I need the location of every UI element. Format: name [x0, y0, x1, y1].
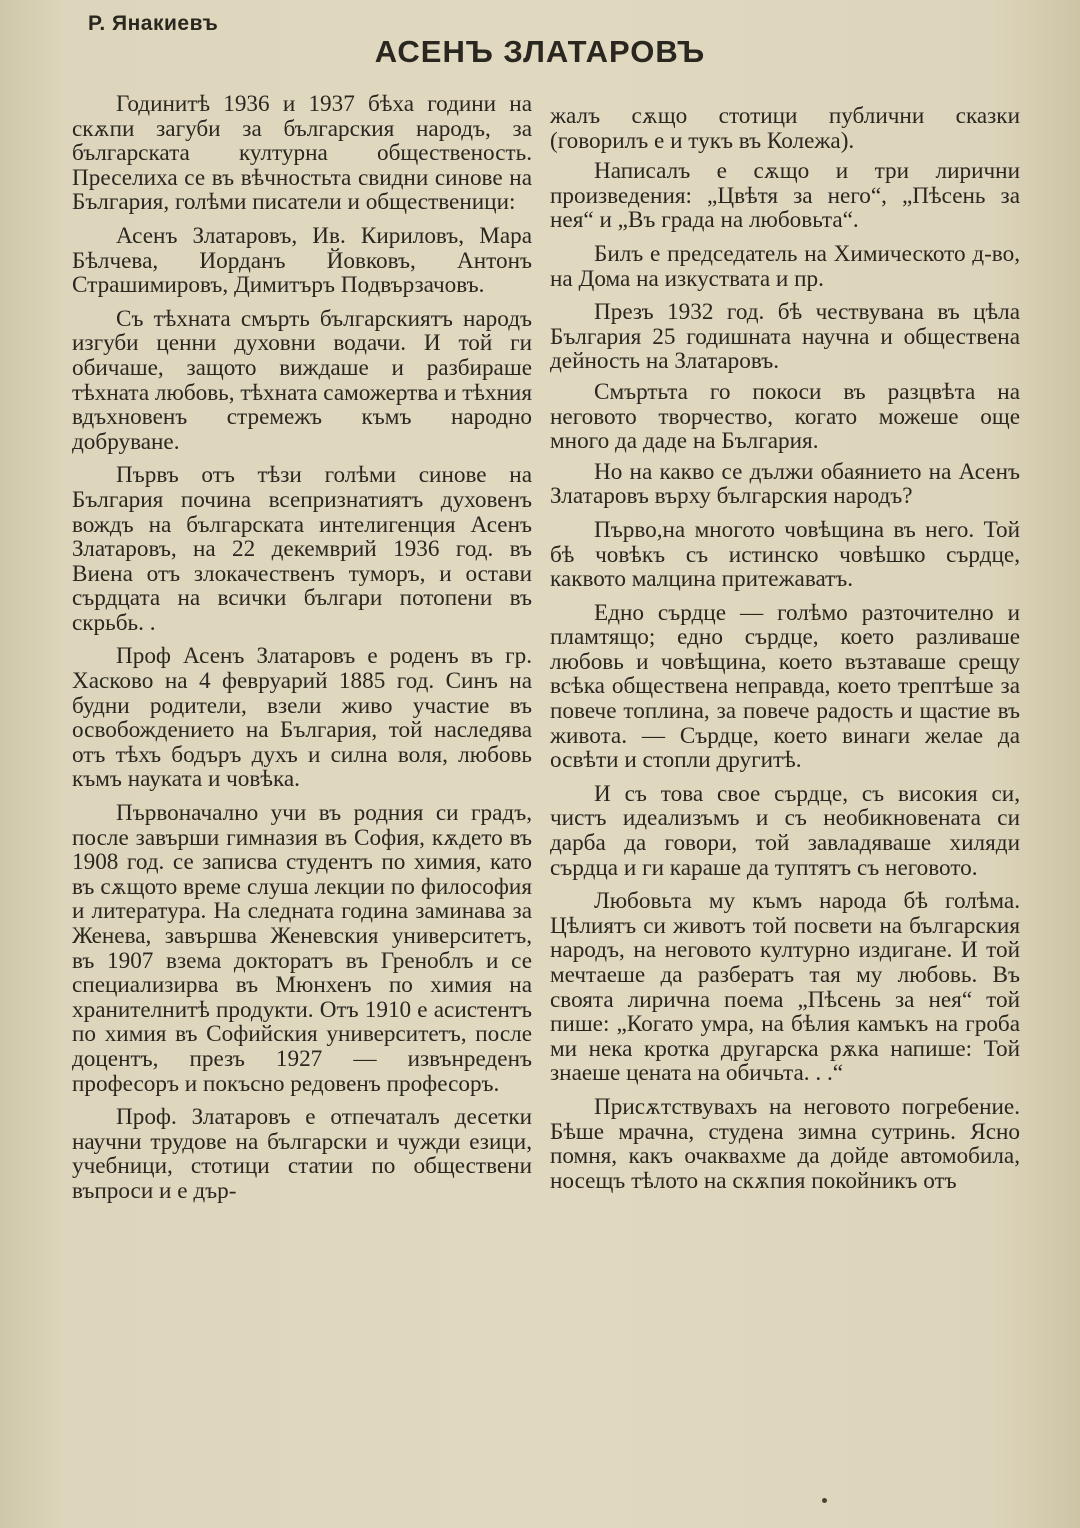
paragraph: Първо,на многото човѣщина въ него. Той бѣ човѣкъ съ истинско човѣшко сърдце, каквото малцина притежаватъ. [550, 516, 1020, 593]
right-column [550, 104, 1020, 1202]
paragraph: Проф Асенъ Златаровъ е роденъ въ гр. Хасково на 4 февруарий 1885 год. Синъ на будни родители, взели живо участие въ освобождението на България, той наследява отъ тѣхъ бодъръ духъ и силна воля, любовь къмъ науката и човѣка. [72, 643, 532, 793]
paragraph: Годинитѣ 1936 и 1937 бѣха години на скѫпи загуби за българския народъ, за българската културна общественость. Преселиха се въ вѣчностьта свидни синове на България, голѣми писатели и общественици: [72, 91, 532, 216]
paragraph: Написалъ е сѫщо и три лирични произведения: „Цвѣтя за него“, „Пѣсень за нея“ и „Въ града на любовьта“. [550, 158, 1020, 234]
author-name: Р. Янакиевъ [88, 12, 219, 35]
paragraph: Едно сърдце — голѣмо разточително и пламтящо; едно сърдце, което разливаше любовь и човѣщина, което възтаваше срещу всѣка обществена неправда, което трептѣше за повече топлина, за повече радость и щастие въ живота. — Сърдце, което винаги желае да освѣти и стопли другитѣ. [550, 599, 1020, 774]
paragraph: Любовьта му къмъ народа бѣ голѣма. Цѣлиятъ си животъ той посвети на българския народъ, на неговото културно издигане. И той мечтаеше да разбератъ тая му любовь. Въ своята лирична поема „Пѣсень за нея“ той пише: „Когато умра, на бѣлия камъкъ на гроба ми нека кротка другарска рѫка напише: Той знаеше цената на обичьта. . .“ [550, 888, 1020, 1087]
article-title: АСЕНЪ ЗЛАТАРОВЪ [374, 34, 706, 69]
paragraph: Присѫтствувахъ на неговото погребение. Бѣше мрачна, студена зимна сутринь. Ясно помня, какъ очаквахме да дойде автомобила, носещъ тѣлото на скѫпия покойникъ отъ [550, 1093, 1020, 1194]
paragraph: И съ това свое сърдце, съ високия си, чистъ идеализъмъ и съ необикновената си дарба да говори, той завладяваше хиляди сърдца и ги караше да туптятъ съ неговото. [550, 780, 1020, 881]
paragraph: Но на какво се дължи обаянието на Асенъ Златаровъ върху българския народъ? [550, 458, 1020, 510]
paragraph: жалъ сѫщо стотици публични сказки (говорилъ е и тукъ въ Колежа). [550, 103, 1020, 154]
paragraph: Презъ 1932 год. бѣ чествувана въ цѣла България 25 годишната научна и обществена дейность на Златаровъ. [550, 299, 1020, 375]
paragraph: Асенъ Златаровъ, Ив. Кириловъ, Мара Бѣлчева, Иорданъ Йовковъ, Антонъ Страшимировъ, Димитъръ Подвързачовъ. [72, 222, 532, 299]
paragraph: Билъ е председатель на Химическото д-во, на Дома на изкуствата и пр. [550, 240, 1020, 292]
paragraph: Съ тѣхната смърть българскиятъ народъ изгуби ценни духовни водачи. И той ги обичаше, защото виждаше и разбираше тѣхната любовь, тѣхната саможертва и тѣхния вдъхновенъ стремежъ къмъ народно добруване. [72, 305, 532, 455]
ink-dot [822, 1498, 827, 1503]
left-column [72, 92, 532, 1213]
paragraph: Смъртьта го покоси въ разцвѣта на неговото творчество, когато можеше още много да даде на България. [550, 378, 1020, 455]
paragraph: Проф. Златаровъ е отпечаталъ десетки научни трудове на български и чужди езици, учебници, стотици статии по обществени въпроси и е дър- [72, 1104, 532, 1204]
paragraph: Първъ отъ тѣзи голѣми синове на България почина всепризнатиятъ духовенъ вождъ на българската интелигенция Асенъ Златаровъ, на 22 декемврий 1936 год. въ Виена отъ злокачественъ туморъ, и остави сърдцата на всички българи потопени въ скрьбь. . [72, 462, 532, 636]
paragraph: Първоначално учи въ родния си градъ, после завърши гимназия въ София, кѫдето въ 1908 год. се записва студентъ по химия, като въ сѫщото време слуша лекции по философия и литература. На следната година заминава за Женева, завършва Женевския университетъ, въ 1907 взема докторатъ въ Греноблъ и се специализирва въ Мюнхенъ по химия на хранителнитѣ продукти. Отъ 1910 е асистентъ по химия въ Софийския университетъ, после доцентъ, презъ 1927 — извънреденъ професоръ и покъсно редовенъ професоръ. [72, 800, 532, 1097]
